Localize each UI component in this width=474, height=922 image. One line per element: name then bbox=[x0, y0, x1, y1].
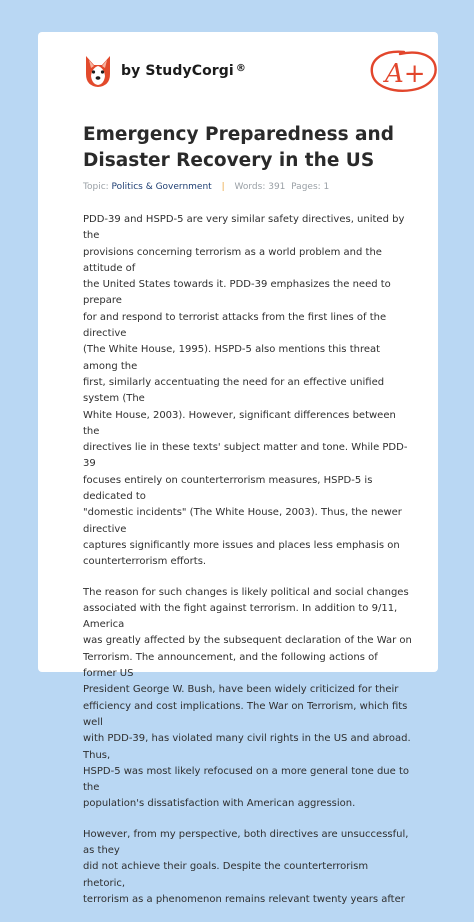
text-line: counterterrorism efforts. bbox=[83, 556, 207, 568]
page-title bbox=[83, 122, 403, 174]
brand[interactable] bbox=[83, 54, 246, 88]
text-line: efficiency and cost implications. The War on Terrorism, which fits well bbox=[83, 700, 408, 728]
title-line: Disaster Recovery in the US bbox=[83, 150, 375, 171]
text-line: directives lie in these texts' subject matter and tone. While PDD-39 bbox=[83, 442, 408, 470]
registered-mark: ® bbox=[235, 63, 246, 74]
brand-name: by StudyCorgi ® bbox=[121, 63, 246, 79]
text-line: (The White House, 1995). HSPD-5 also mentions this threat among the bbox=[83, 344, 381, 372]
text-line: However, from my perspective, both directives are unsuccessful, as they bbox=[83, 828, 409, 856]
paragraph-3 bbox=[83, 827, 413, 908]
text-line: The reason for such changes is likely political and social changes bbox=[83, 586, 409, 598]
pages-count: 1 bbox=[323, 182, 330, 192]
text-line: associated with the fight against terrorism. In addition to 9/11, America bbox=[83, 602, 398, 631]
text-line: with PDD-39, has violated many civil rights in the US and abroad. Thus, bbox=[83, 733, 411, 761]
grade-badge-text: A+ bbox=[385, 59, 426, 89]
topic-link[interactable]: Politics & Government bbox=[111, 182, 212, 192]
meta-info bbox=[83, 182, 329, 192]
meta-separator: | bbox=[221, 182, 225, 192]
title-line: Emergency Preparedness and bbox=[83, 124, 394, 145]
text-line: Terrorism. The announcement, and the following actions of former US bbox=[83, 651, 378, 680]
paragraph-1 bbox=[83, 212, 413, 571]
words-label: Words: bbox=[234, 182, 266, 192]
text-line: did not achieve their goals. Despite the counterterrorism rhetoric, bbox=[83, 861, 369, 889]
text-line: "domestic incidents" (The White House, 2003). Thus, the newer directive bbox=[83, 507, 402, 535]
text-line: terrorism as a phenomenon remains relevant twenty years after bbox=[83, 893, 405, 905]
paragraph-2 bbox=[83, 585, 413, 813]
text-line: first, similarly accentuating the need for an effective unified system (The bbox=[83, 376, 385, 405]
text-line: provisions concerning terrorism as a world problem and the attitude of bbox=[83, 246, 382, 274]
text-line: President George W. Bush, have been widely criticized for their bbox=[83, 684, 399, 696]
topic-label: Topic: bbox=[83, 182, 109, 192]
text-line: PDD-39 and HSPD-5 are very similar safety directives, united by the bbox=[83, 214, 405, 242]
pages-label: Pages: bbox=[291, 182, 321, 192]
article-body bbox=[83, 212, 413, 922]
text-line: White House, 2003). However, significant differences between the bbox=[83, 409, 396, 437]
text-line: was greatly affected by the subsequent declaration of the War on bbox=[83, 635, 412, 647]
text-line: HSPD-5 was most likely refocused on a more general tone due to the bbox=[83, 765, 410, 794]
words-count: 391 bbox=[268, 182, 286, 192]
text-line: focuses entirely on counterterrorism measures, HSPD-5 is dedicated to bbox=[83, 474, 373, 503]
document-card bbox=[38, 32, 438, 905]
corgi-logo-icon bbox=[83, 54, 113, 88]
text-line: population's dissatisfaction with American aggression. bbox=[83, 798, 356, 810]
text-line: captures significantly more issues and places less emphasis on bbox=[83, 539, 400, 551]
text-line: the United States towards it. PDD-39 emphasizes the need to prepare bbox=[83, 279, 391, 307]
text-line: for and respond to terrorist attacks from the first lines of the directive bbox=[83, 311, 387, 340]
a-plus-grade-icon bbox=[366, 46, 442, 96]
